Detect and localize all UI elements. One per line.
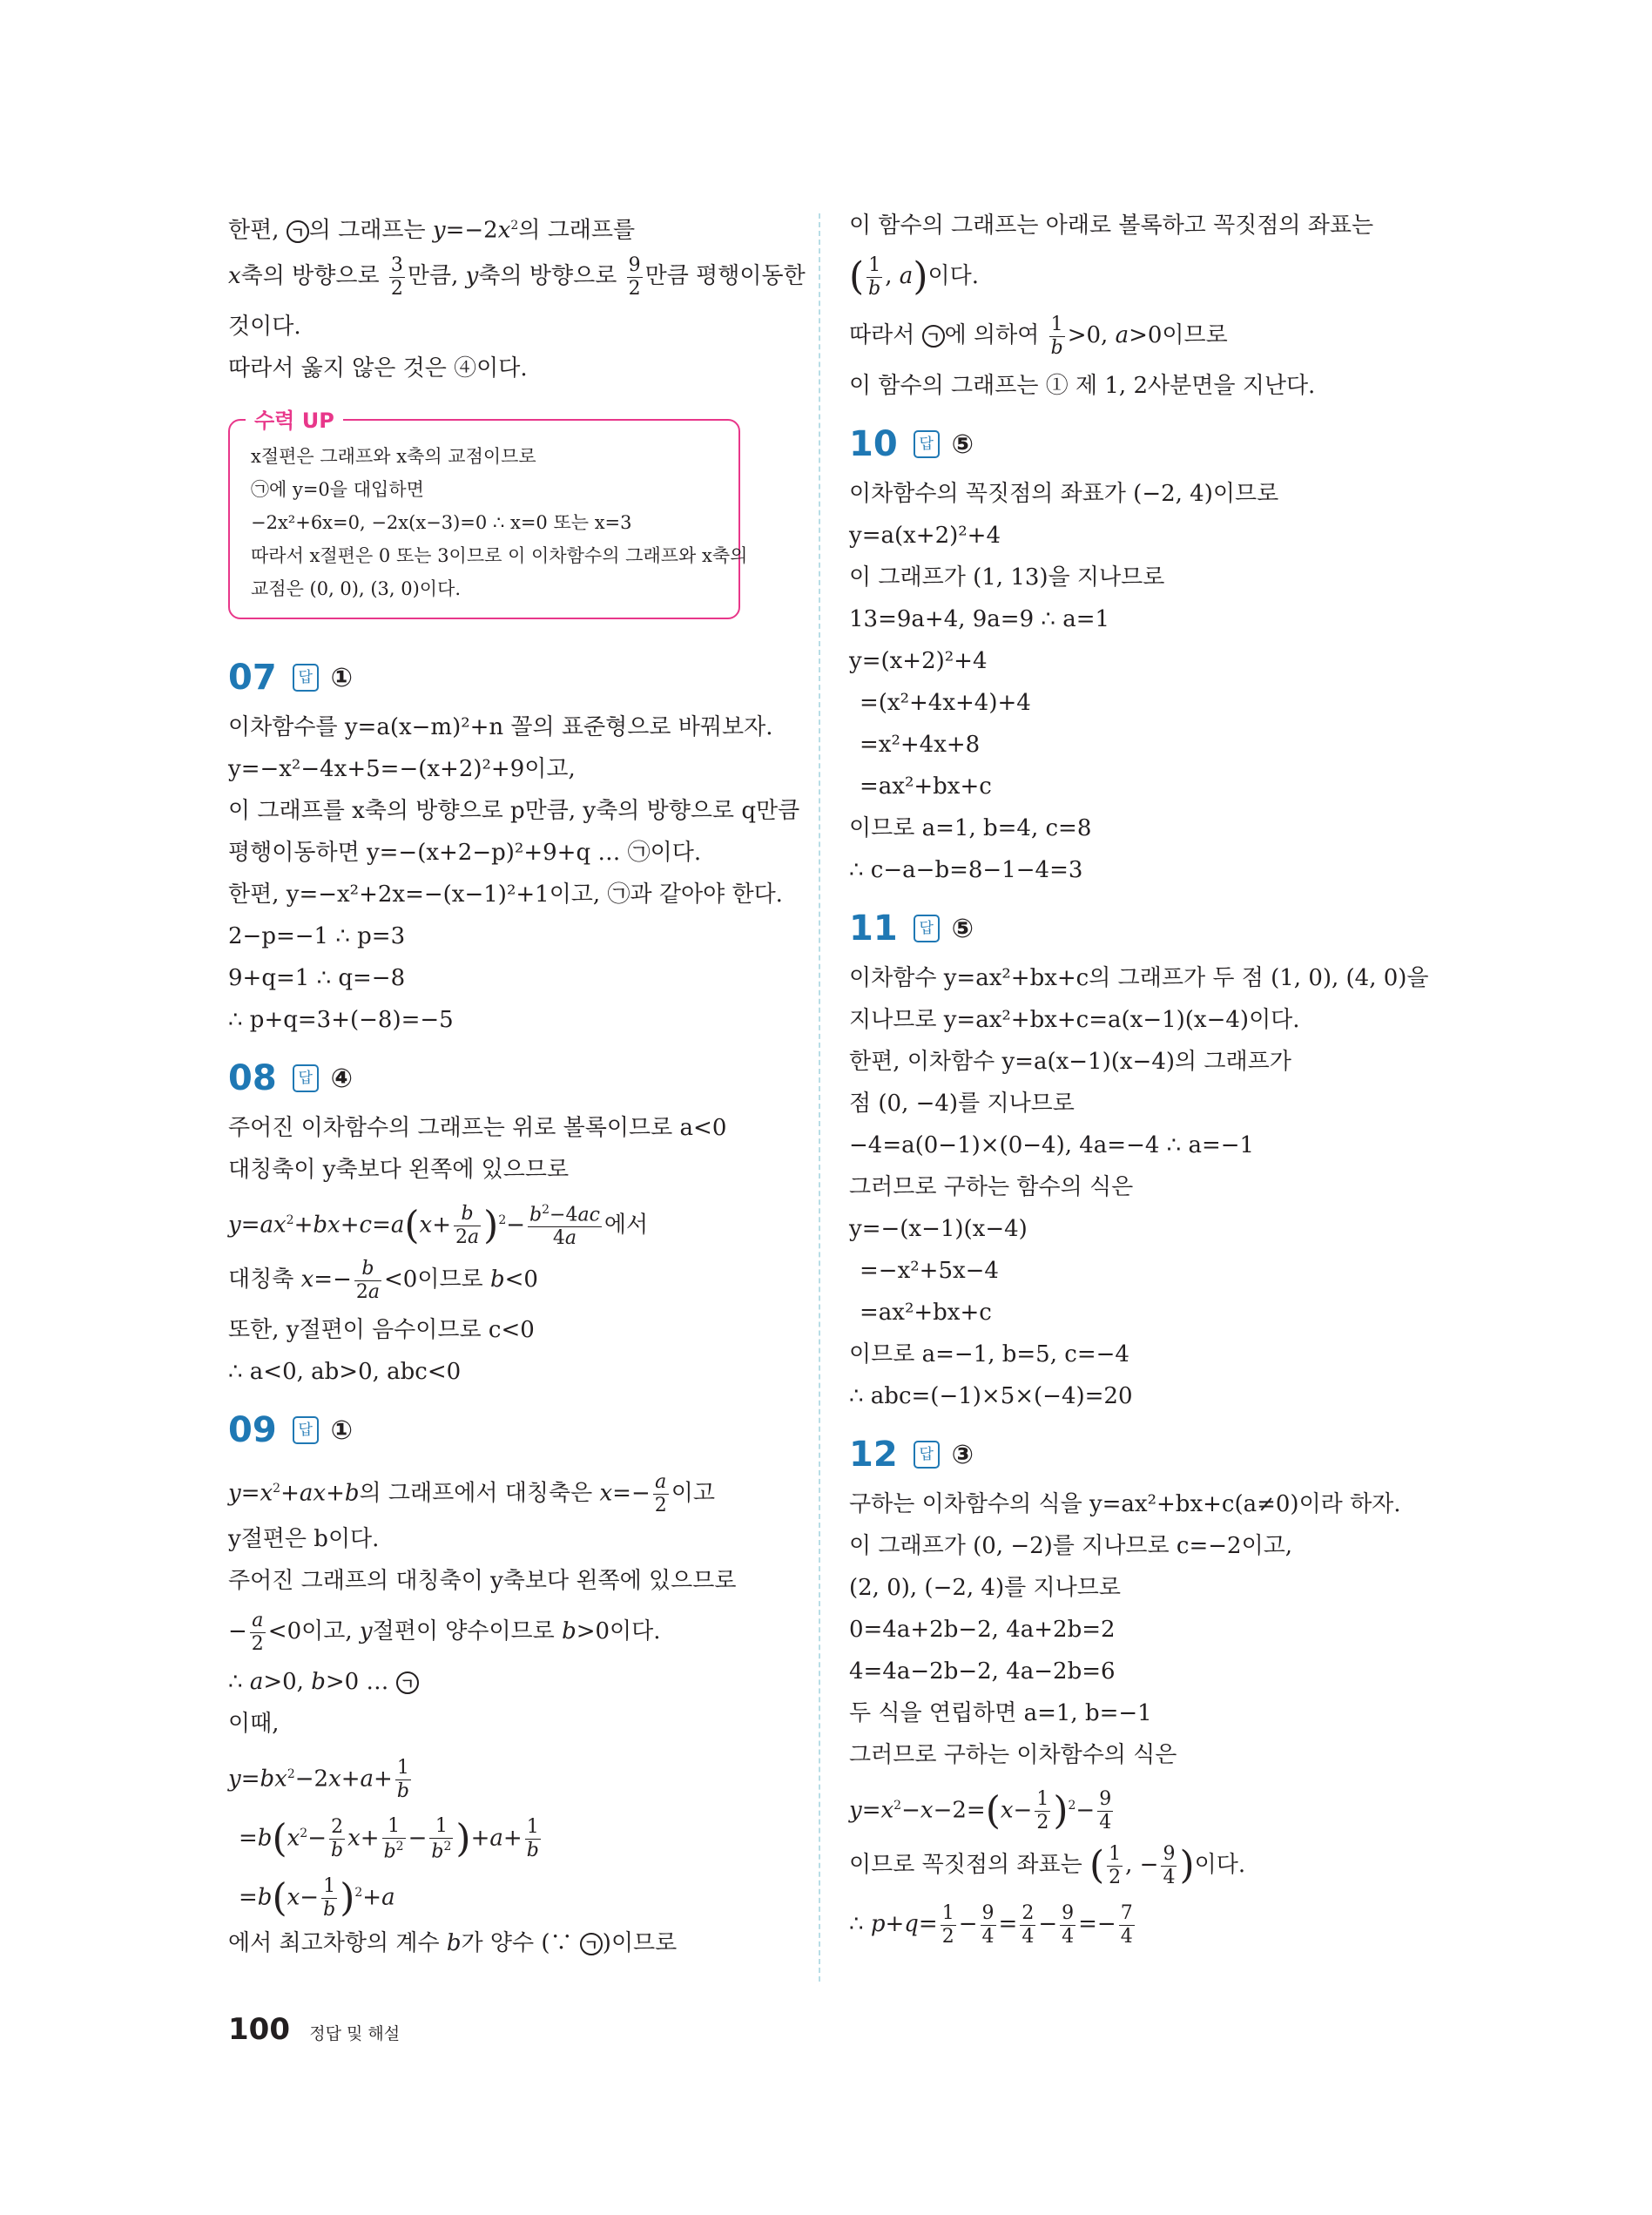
text-line: ( $\frac{1}{b}$ , a)이다. <box>849 253 979 300</box>
text-line: $y=bx^2-2x+a+$ $\frac{1}{b}$ <box>228 1757 409 1803</box>
text-line: − $\frac{a}{2}$ <0이고, y절편이 양수이므로 b>0이다. <box>228 1609 661 1655</box>
text-line: ∴ a>0, b>0 … ㄱ <box>228 1661 786 1703</box>
tip-line: −2x²+6x=0, −2x(x−3)=0 ∴ x=0 또는 x=3 <box>251 512 632 533</box>
text-line: 한편, y=−x²+2x=−(x−1)²+1이고, ㉠과 같아야 한다. <box>228 881 783 908</box>
text-line: 따라서 옳지 않은 것은 ④이다. <box>228 355 528 382</box>
text-line: =−x²+5x−4 <box>860 1258 999 1284</box>
right-column <box>849 205 1429 1954</box>
answer-choice: ① <box>330 1415 354 1446</box>
text-line: 이 함수의 그래프는 아래로 볼록하고 꼭짓점의 좌표는 <box>849 213 1374 239</box>
text-line: =b(x− $\frac{1}{b}$ )$^2$+a <box>239 1875 395 1921</box>
text-line: 주어진 그래프의 대칭축이 y축보다 왼쪽에 있으므로 <box>228 1568 737 1594</box>
text-line: ∴ p+q= $\frac{1}{2}$ − $\frac{9}{4}$ = $\frac{2}{4}$ − $\frac{9}{4}$ =− $\frac{7}{4}$ <box>849 1901 1133 1948</box>
text-line: 이차함수 y=ax²+bx+c의 그래프가 두 점 (1, 0), (4, 0)을 <box>849 965 1429 991</box>
text-line: 주어진 이차함수의 그래프는 위로 볼록이므로 a<0 <box>228 1115 727 1141</box>
column-divider <box>819 213 820 1982</box>
question-number: 11 <box>849 908 898 949</box>
text-line: $y=x^2+ax+b$의 그래프에서 대칭축은 x=− $\frac{a}{2}$ 이고 <box>228 1471 715 1517</box>
answer-badge: 답 <box>293 1416 319 1444</box>
text-line: 이므로 꼭짓점의 좌표는 ( $\frac{1}{2}$ , − $\frac{9}{4}$ )이다. <box>849 1842 1246 1888</box>
text-line: 2−p=−1 ∴ p=3 <box>228 923 406 949</box>
text-line: y절편은 b이다. <box>228 1526 380 1552</box>
answer-badge: 답 <box>914 1441 940 1469</box>
tip-line: 따라서 x절편은 0 또는 3이므로 이 이차함수의 그래프와 x축의 <box>251 545 748 566</box>
question-header-10 <box>849 415 1415 473</box>
text-line: 이차함수의 꼭짓점의 좌표가 (−2, 4)이므로 <box>849 481 1279 507</box>
text-line: 따라서 ㄱ 에 의하여 $\frac{1}{b}$ >0, a>0이므로 <box>849 313 1228 359</box>
text-line: 이차함수를 y=a(x−m)²+n 꼴의 표준형으로 바꿔보자. <box>228 714 773 740</box>
text-line: 이므로 a=−1, b=5, c=−4 <box>849 1341 1129 1367</box>
text-line: 이 함수의 그래프는 ① 제 1, 2사분면을 지난다. <box>849 373 1316 399</box>
answer-badge: 답 <box>914 430 940 458</box>
text-line: y=−x²−4x+5=−(x+2)²+9이고, <box>228 756 576 782</box>
answer-badge: 답 <box>293 1064 319 1092</box>
text-line: 지나므로 y=ax²+bx+c=a(x−1)(x−4)이다. <box>849 1007 1300 1033</box>
text-line: ∴ p+q=3+(−8)=−5 <box>228 1007 454 1033</box>
text-line: =ax²+bx+c <box>860 773 992 800</box>
question-header-09 <box>228 1401 786 1459</box>
text-line: 두 식을 연립하면 a=1, b=−1 <box>849 1700 1152 1726</box>
text-line: 이때, <box>228 1711 280 1737</box>
answer-choice: ④ <box>330 1063 354 1094</box>
text-line: ∴ a<0, ab>0, abc<0 <box>228 1359 462 1385</box>
answer-choice: ① <box>330 662 354 693</box>
text-line: 0=4a+2b−2, 4a+2b=2 <box>849 1617 1116 1643</box>
text-line: 대칭축 x=− $\frac{b}{2a}$ <0이므로 b<0 <box>228 1257 538 1303</box>
text-line: 13=9a+4, 9a=9 ∴ a=1 <box>849 606 1110 632</box>
text-line: 그러므로 구하는 이차함수의 식은 <box>849 1742 1177 1768</box>
text-line: $y=x^2-x-2=(x-$ $\frac{1}{2}$ )$^2$− $\frac{9}{4}$ <box>849 1788 1112 1834</box>
tip-line: ㉠에 y=0을 대입하면 <box>251 479 424 500</box>
text-line: 9+q=1 ∴ q=−8 <box>228 965 406 991</box>
question-number: 08 <box>228 1058 277 1098</box>
answer-choice: ③ <box>951 1439 974 1470</box>
text-line: 이므로 a=1, b=4, c=8 <box>849 815 1092 841</box>
text-line: x축의 방향으로 $\frac{3}{2}$ 만큼, y축의 방향으로 $\frac{9}{2}$ 만큼 평행이동한 <box>228 253 806 300</box>
text-line: y=(x+2)²+4 <box>849 648 988 674</box>
text-line: ∴ c−a−b=8−1−4=3 <box>849 857 1083 883</box>
tip-box-title: 수력 UP <box>246 403 343 434</box>
page-number: 100 <box>228 2012 290 2047</box>
text-line: 한편, 이차함수 y=a(x−1)(x−4)의 그래프가 <box>849 1049 1291 1075</box>
text-line: 에서 최고차항의 계수 b가 양수 (∵ ㄱ )이므로 <box>228 1930 678 1956</box>
question-number: 07 <box>228 658 277 698</box>
text-line: 이 그래프가 (1, 13)을 지나므로 <box>849 564 1165 591</box>
text-line: =x²+4x+8 <box>860 732 981 758</box>
text-line: =(x²+4x+4)+4 <box>860 690 1031 716</box>
text-line: −4=a(0−1)×(0−4), 4a=−4 ∴ a=−1 <box>849 1132 1255 1158</box>
text-line: 대칭축이 y축보다 왼쪽에 있으므로 <box>228 1157 570 1183</box>
text-line: 평행이동하면 y=−(x+2−p)²+9+q … ㉠이다. <box>228 840 702 866</box>
tip-line: 교점은 (0, 0), (3, 0)이다. <box>251 578 462 599</box>
question-number: 10 <box>849 424 898 464</box>
question-header-07 <box>228 649 786 706</box>
question-header-11 <box>849 900 1415 957</box>
question-number: 09 <box>228 1410 277 1450</box>
text-line: 것이다. <box>228 314 301 340</box>
text-line: 이 그래프가 (0, −2)를 지나므로 c=−2이고, <box>849 1533 1293 1559</box>
text-line: $=b(x^2-$ $\frac{2}{b}$ x+ $\frac{1}{b^2}$ − $\frac{1}{b^2}$ )+a+ $\frac{1}{b}$ <box>239 1814 539 1863</box>
answer-choice: ⑤ <box>951 913 974 944</box>
question-header-12 <box>849 1426 1415 1483</box>
text-line: $y=ax^2+bx+c=a(x+$ $\frac{b}{2a}$ )$^2$− $\frac{b^2-4ac}{4a}$ 에서 <box>228 1202 649 1250</box>
tip-box <box>228 409 748 619</box>
page-label: 정답 및 해설 <box>309 2024 401 2043</box>
text-line: =ax²+bx+c <box>860 1300 992 1326</box>
question-header-08 <box>228 1050 786 1107</box>
text-line: 구하는 이차함수의 식을 y=ax²+bx+c(a≠0)이라 하자. <box>849 1491 1401 1517</box>
text-line: 점 (0, −4)를 지나므로 <box>849 1091 1075 1117</box>
page-footer <box>228 2012 400 2047</box>
answer-choice: ⑤ <box>951 429 974 460</box>
text-line: y=a(x+2)²+4 <box>849 523 1001 549</box>
left-column <box>228 205 806 1964</box>
text-line: 4=4a−2b−2, 4a−2b=6 <box>849 1658 1116 1685</box>
text-line: 그러므로 구하는 함수의 식은 <box>849 1174 1134 1200</box>
text-line: ∴ abc=(−1)×5×(−4)=20 <box>849 1383 1133 1409</box>
answer-badge: 답 <box>914 915 940 942</box>
text-line: 또한, y절편이 음수이므로 c<0 <box>228 1317 535 1343</box>
text-line: 이 그래프를 x축의 방향으로 p만큼, y축의 방향으로 q만큼 <box>228 798 800 824</box>
text-line: y=−(x−1)(x−4) <box>849 1216 1028 1242</box>
answer-badge: 답 <box>293 664 319 692</box>
text-line: 한편, ㄱ 의 그래프는 $y=-2x^2$의 그래프를 <box>228 217 636 244</box>
text-line: (2, 0), (−2, 4)를 지나므로 <box>849 1575 1121 1601</box>
question-number: 12 <box>849 1435 898 1475</box>
tip-line: x절편은 그래프와 x축의 교점이므로 <box>251 446 536 467</box>
